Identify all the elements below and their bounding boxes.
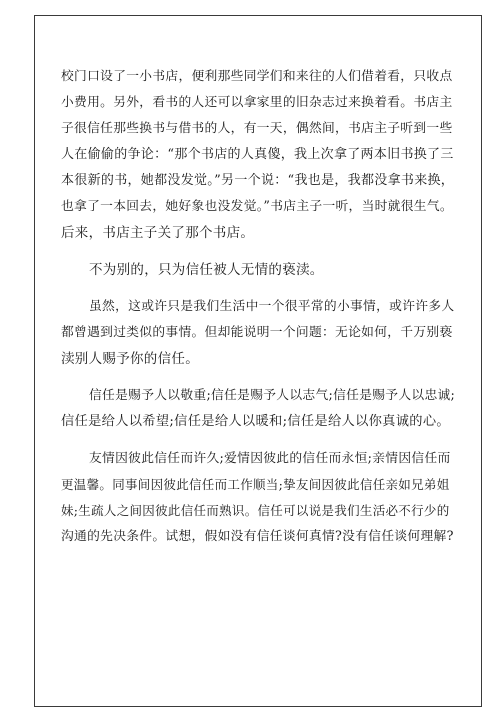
paragraph — [61, 64, 455, 246]
text-line: 人在偷偷的争论：“那个书店的人真傻，我上次拿了两本旧书换了三 — [61, 147, 454, 162]
text-line: 妹;生疏人之间因彼此信任而熟识。信任可以说是我们生活必不行少的 — [61, 503, 450, 518]
paragraph — [61, 446, 455, 550]
text-line: 信任是给人以希望;信任是给人以暖和;信任是给人以你真诚的心。 — [61, 414, 450, 429]
text-line: 都曾遇到过类似的事情。但却能说明一个问题：无论如何，千万别亵 — [61, 325, 453, 340]
paragraph — [61, 294, 455, 372]
text-line: 信任是赐予人以敬重;信任是赐予人以志气;信任是赐予人以忠诚; — [89, 388, 456, 403]
text-line: 渎别人赐予你的信任。 — [61, 351, 199, 367]
text-line: 虽然，这或许只是我们生活中一个很平常的小事情，或许许多人 — [89, 299, 455, 314]
text-line: 本很新的书，她都没发觉。”另一个说：“我也是，我都没拿书来换， — [61, 173, 455, 188]
text-line: 也拿了一本回去，她好象也没发觉。”书店主子一听，当时就很生气。 — [61, 199, 453, 214]
text-line: 更温馨。同事间因彼此信任而工作顺当;挚友间因彼此信任亲如兄弟姐 — [61, 477, 450, 492]
text-line: 沟通的先决条件。试想，假如没有信任谈何真情?没有信任谈何理解? — [61, 529, 454, 544]
text-line: 后来，书店主子关了那个书店。 — [61, 225, 255, 241]
paragraph — [61, 257, 455, 283]
document-body — [61, 64, 455, 550]
text-line: 小费用。另外，看书的人还可以拿家里的旧杂志过来换着看。书店主 — [61, 95, 453, 110]
text-line: 校门口设了一小书店，便利那些同学们和来往的人们借着看，只收点 — [61, 69, 453, 84]
text-line: 友情因彼此信任而许久;爱情因彼此的信任而永恒;亲情因信任而 — [89, 451, 451, 466]
text-line: 不为别的，只为信任被人无情的亵渎。 — [89, 262, 324, 278]
text-line: 子很信任那些换书与借书的人，有一天，偶然间，书店主子听到一些 — [61, 121, 453, 136]
paragraph — [61, 383, 455, 435]
